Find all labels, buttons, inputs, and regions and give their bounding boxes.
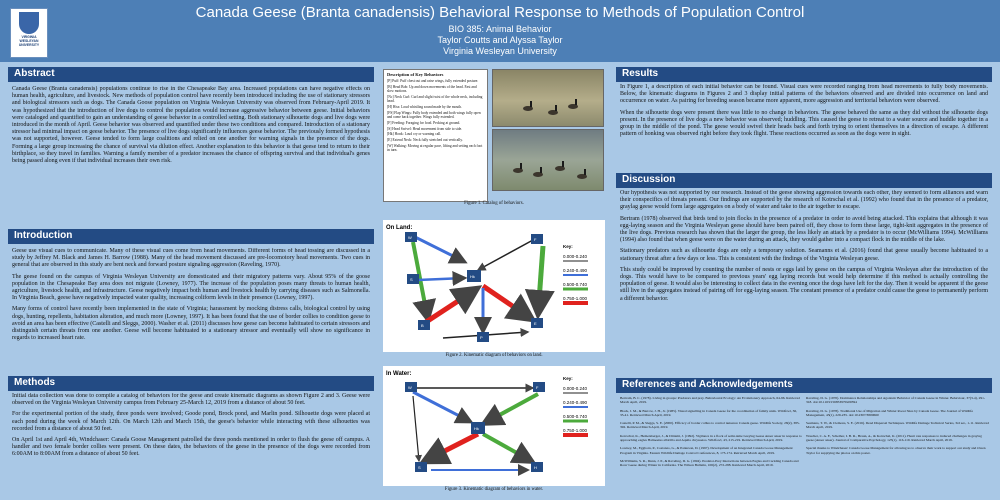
results-text (620, 84, 988, 174)
methods-paragraph-1: Initial data collection was done to compile a catalog of behaviors for the geese and create kinematic diagrams as shown Figure 2 and 3. Geese were observed on the Virginia Wesleyan University campus from February 25-March 12, 2019 from a distance of about 50 feet. (12, 393, 370, 407)
transition-arrow (483, 394, 538, 424)
diagram-key (563, 376, 588, 435)
land-label: On Land: (386, 225, 413, 231)
discussion-text (620, 190, 988, 380)
transition-arrow (538, 246, 543, 315)
node-e (531, 318, 543, 328)
behavior-item: [Nc] Neck Curl: Curl and slight twist of the whole neck, including head. (387, 94, 483, 104)
introduction-text (12, 248, 370, 372)
authors-label: Taylor Coutts and Alyssa Taylor (437, 35, 563, 45)
key-item: 0.000-0.240 (563, 254, 588, 259)
logo-text-3: UNIVERSITY (18, 43, 40, 48)
abstract-text (12, 86, 370, 220)
node-s (407, 274, 419, 284)
goose-shape (577, 174, 587, 179)
behavior-item: [E] Extend Neck: Neck fully stretched out vertically. (387, 138, 463, 143)
discussion-paragraph-4: This study could be improved by counting the number of nests or eggs laid by geese on the campus of Virginia Wesleyan after the introduction of the dogs. This would have to be compared to previous years' egg laying records but would help determine if this method is actually controlling the population of geese. It would also be interesting to collect data in the evening once the dogs have left for the day. Then it would be apparent if the geese still live in the aggregates instead of pairing off for egg-laying season. The constant presence of a predator could cause the geese to permanently perform a different behavior. (620, 266, 988, 302)
reference-item: McWilliams, S. R., Dunn, J. P., & Raveling, D. G. (1994). Predator-Prey Interactions between Eagles and Cackling Canada and Ross' Geese during Winter in California. The Wilson Bulletin, 106(2), 272-288. Retrieved March April, 2019. (620, 458, 799, 468)
node-label: Hk (474, 426, 479, 431)
node-label: P (480, 335, 483, 340)
transition-arrow (483, 434, 533, 462)
poster-header (0, 0, 1000, 62)
reference-item: Wascher, C. A. F., Scheiber, I. B. R., Braun, A., & Kotrschal, K. (2011). Heart rate responses to induced challenges in graylag geese (Anser anser). Journal of Comparative Psychology, 125(1), 116-119. Retrieved March April, 2019. (806, 433, 982, 443)
behavior-item: [Hk] Honk: Loud cry or warning call. (387, 132, 442, 137)
transition-arrow (478, 240, 533, 270)
key-label: Key: (563, 244, 573, 249)
geese-photo-1 (492, 69, 604, 127)
goose-shape (513, 168, 523, 173)
behavior-nodes (405, 232, 543, 342)
poster-title: Canada Geese (Branta canadensis) Behavioral Response to Methods of Population Control (195, 4, 805, 21)
acknowledgement-text: Special thanks to Windchaser: Canada Goose Management for allowing us to observe their work to support our study and Owen Taylor for supplying the photos on this poster. (806, 446, 986, 455)
water-label: In Water: (386, 371, 412, 377)
methods-paragraph-2: For the experimental portion of the study, three ponds were involved; Goode pond, Brock pond, and Marlin pond. Silhouette dogs were placed at each pond during the week of March 12th. On March 12th and March 15th, the geese's behavior while interacting with these silhouettes was recorded from a distance of about 50 feet. (12, 411, 370, 432)
introduction-heading: Introduction (8, 229, 374, 244)
node-label: B (421, 323, 424, 328)
results-paragraph-2: When the silhouette dogs were present there was little to no change in behaviors. The geese behaved the same as they did without the silhouette dogs present. In the presence of live dogs a new behavior was observed; huddling. This caused the geese to retreat to a water source and huddle together in a group in the middle of the pond. The geese would swivel their heads back and forth trying to orient themselves in a direction of escape. A different pattern of honking was observed right before they took flight. These reactions occurred as soon as the dogs were in sight. (620, 109, 988, 138)
geese-photo-2 (492, 129, 604, 191)
diagram-key (563, 244, 588, 303)
key-item: 0.500-0.740 (563, 414, 588, 419)
behavior-item: [S] Head Swivel: Head movement from side to side. (387, 126, 463, 131)
key-item: 0.240-0.490 (563, 268, 588, 273)
discussion-heading: Discussion (616, 173, 992, 188)
figure-2-caption: Figure 2. Kinematic diagram of behaviors on land. (445, 353, 543, 358)
reference-item: Kotrschal, K., Hemetsberger, J., & Dittami, J. (1992). Vigilance in a flock of semi-tame Greylag Geese Anser anser in response to approaching eagles Haliaeetus albicilla and Aquila chrysaetos. Wildfowl, 43, 215-219. Retrieved March April, 2019. (620, 433, 802, 443)
goose-shape (533, 172, 543, 177)
transition-arrow (413, 236, 465, 262)
discussion-paragraph-3: Stationary predators such as silhouette dogs are only a temporary solution. Seamanns et al. (2016) found that geese usually become habituated to a stationary threat after a few days or less. This is consistent with the findings of the Virginia Wesleyan geese. (620, 248, 988, 262)
figure-3-caption: Figure 3. Kinematic diagram of behaviors in water. (444, 487, 544, 492)
shield-icon (19, 12, 39, 34)
abstract-heading: Abstract (8, 67, 374, 82)
transition-arrow (423, 288, 478, 324)
node-label: E (534, 321, 537, 326)
node-p (477, 332, 489, 342)
key-item: 0.240-0.490 (563, 400, 588, 405)
key-item: 0.750-1.000 (563, 296, 588, 301)
references-column-2 (806, 396, 990, 494)
node-s (415, 462, 427, 472)
methods-heading: Methods (8, 376, 374, 391)
node-label: W (408, 385, 412, 390)
goose-shape (555, 166, 565, 171)
node-label: F (534, 237, 537, 242)
key-label: Key: (563, 376, 573, 381)
behavior-item: [H] Hiss: Loud whistling sound made by the mouth. (387, 104, 462, 109)
node-h (531, 462, 543, 472)
transition-arrow (418, 278, 465, 280)
transition-arrow (413, 392, 471, 422)
reference-item: Bertram, B. C. (1978). Living in groups: Predators and prey. Behavioural Ecology: An Evolutionary Approach, 64-96. Retrieved March April, 2019. (620, 396, 800, 405)
key-item: 0.750-1.000 (563, 428, 588, 433)
kinematic-diagram-land (383, 220, 605, 352)
node-label: W (408, 235, 412, 240)
node-label: S (418, 465, 421, 470)
logo-text-1: VIRGINIA (21, 35, 37, 39)
goose-shape (568, 104, 578, 109)
results-paragraph-1: In Figure 1, a description of each initial behavior can be found. Visual cues were recorded ranging from head movements to fully body movements. Below, the kinematic diagrams in Figures 2 and 3 display initial patterns of the behaviors observed and are divided into occurrence on land and occurrence on water. As pairing for breeding season became more apparent, more aggression and territorial behaviors were observed. (620, 84, 988, 105)
logo-text-2: WESLEYAN (19, 39, 39, 44)
behaviors-catalog (383, 69, 488, 202)
goose-shape (523, 106, 533, 111)
transition-arrow (423, 434, 478, 462)
results-heading: Results (616, 67, 992, 82)
abstract-paragraph: Canada Geese (Branta canadensis) populations continue to rise in the Chesapeake Bay area. Increased populations can have negative effects on human health, agriculture, and livestock. New methods of population control have recently been introduced including the use of stationary stressors and biological stressors such as dogs. The Canada Goose population on Virginia Wesleyan University was observed from February-April 2019. It was hypothesized that the introduction of live dogs to control the population would increase aggressive behavior between geese. Initial behaviors were cataloged and quantified to gain an understanding of geese behavior in a controlled setting. Both stationary silhouette dogs and live dogs were introduced in the month of April. Geese behavior was observed and quantified under these two conditions and compared. Introduction of a stationary stressor had minimal impact on geese behavior. The presence of live dogs significantly influences geese behavior. The previously formed hypothesis was not supported, however. Geese tended to form large coalitions and relied on one another for warning signals in the presence of the dogs. Forming a large group increasing the chance of survival via dilution effect. Another explanation to this behavior is that geese tend to return to their birthplace, so they travel in families. Warning a family member of a predator increases the chance of offspring survival and that individual's genes being passed along even if that individual increases their own risk. (12, 86, 370, 165)
node-label: F (536, 385, 539, 390)
transition-arrow (483, 286, 533, 320)
key-item: 0.000-0.240 (563, 386, 588, 391)
university-logo (10, 8, 48, 58)
reference-item: Black, J. M., & Barrow, J. H., Jr. (1985). Visual signalling in Canada Geese for the coordination of family units. Wildfowl, 36, 35-41. Retrieved March April, 2019. (620, 408, 797, 417)
discussion-paragraph-2: Bertram (1978) observed that birds tend to join flocks in the presence of a predator in order to avoid being attacked. This explains that although it was egg-laying season and the Virginia Wesleyan geese should have been paired off, they chose to form these large, tight-knit aggregates in the presence of the live dogs. Previous research has shown that the larger the group, the less likely an attack by a predator is to occur (McWilliams 1994). McWilliams (1994) also found that when geese were on the water during an attack, they would gather into a compact flock in the middle of the lake. (620, 215, 988, 244)
references-heading: References and Acknowledgements (616, 378, 992, 393)
university-label: Virginia Wesleyan University (443, 46, 557, 56)
node-label: S (410, 277, 413, 282)
figure-1-caption: Figure 1. Catalog of behaviors. (464, 201, 524, 206)
intro-paragraph-3: Many forms of control have recently been implemented in the state of Virginia; harassment by mocking distress calls, biological control by using dogs, hunting, repellents, habitation alteration, and much more (Lowney, 1997). It has been found that the use of border collies to condition geese to avoid an area has been effective (Castelli and Sleggs, 2000). Washer et al. (2011) discusses how geese can become habituated to certain stressors and distinguish certain threats from one another. Geese will become habituated to a stationary stressor and eventually will show no significance in regards to increased heart rate. (12, 306, 370, 342)
behaviors-heading: Description of Key Behaviors (387, 72, 444, 77)
reference-item: Seamans, T. W., & Clemons, S. E. (2016). Dead Dispersal Techniques. Wildlife Damage Technical Series, 3rd ser., 1-11. Retrieved March April, 2019. (806, 421, 989, 430)
course-label: BIO 385: Animal Behavior (448, 24, 552, 34)
node-b (418, 320, 430, 330)
discussion-paragraph-1: Our hypothesis was not supported by our research. Instead of the geese showing aggression towards each other, they seemed to form alliances and warn their conspecifics of threats present. Our findings are supported by the research of Kotrschal et al. (1992) who found that in the presence of a predator, graylag geese would form large aggregates on a body of water and take to the air together to escape. (620, 190, 988, 211)
intro-paragraph-2: The geese found on the campus of Virginia Wesleyan University are domesticated and their migratory patterns vary. About 95% of the goose population in the Chesapeake Bay area does not migrate (Lowney, 1977). The increase of the population poses many threats to human health, agriculture, livestock health, and infrastructure. Geese negatively impact both human and livestock health by carrying diseases such as Salmonella. In Virginia Beach, geese have negatively impacted water quality, increasing coliform levels in their presence (Lowney, 1997). (12, 273, 370, 302)
methods-paragraph-3: On April 1st and April 4th, Windchaser: Canada Goose Management patrolled the three ponds mentioned in order to flush the geese off campus. A handler and two female border collies were present. On these dates, the behaviors of the geese in the presence of the dogs were recorded from 6:00AM to 8:00AM from a distance of about 50 feet. (12, 437, 370, 458)
node-f (533, 382, 545, 392)
key-item: 0.500-0.740 (563, 282, 588, 287)
references-column-1 (620, 396, 802, 494)
kinematic-diagram-water (383, 366, 605, 486)
reference-item: Raveling, D. G. (1978). Traditional Use of Migration and Winter Roost Sites by Canada Geese. The Journal of Wildlife Management, 43(1), 229-235. doi:10.2307/3800660 (806, 408, 974, 417)
reference-item: Raveling, D. G. (1970). Dominance Relationships and Agonistic Behavior of Canada Geese in Winter. Behaviour, 37(3-4), 291-318. doi:10.1163/156853970x00394 (806, 396, 985, 405)
behavior-item: [F] Feeding: Foraging for food. Pecking at ground. (387, 120, 461, 125)
behavior-item: [W] Walking: Moving at regular pace, lifting and setting each foot in turn. (387, 144, 483, 153)
goose-shape (548, 110, 558, 115)
behavior-item: [P] Puff: Puff chest out and raise wings, fully extended posture. (387, 79, 479, 83)
node-f (531, 234, 543, 244)
behavior-item: [B] Head Bob: Up and down movements of the head. Fast and slow motions. (387, 84, 477, 94)
node-label: Hk (470, 274, 475, 279)
behavior-item: [FS] Flap Wings: Fully body extended and both wings fully open and come back together. Wings fully extended. (387, 110, 481, 120)
methods-text (12, 393, 370, 493)
node-label: H (534, 465, 537, 470)
reference-item: Castelli, P. M., & Sleggs, S. E. (2000). Efficacy of border collies to control nuisance Canada geese. Wildlife Society, 28(2), 385-392. Retrieved March April, 2019. (620, 421, 800, 430)
intro-paragraph-1: Geese use visual cues to communicate. Many of these visual cues come from head movements. Different forms of head tossing are discussed in a study by Jeffrey M. Black and James H. Barrow (1988). Many of the head movement discussed are pre-locomotory head movements. Two cues in general that are observed in this study are bent neck and forward posture signaling aggression (Raveling, 1970). (12, 248, 370, 269)
transition-arrow (413, 396, 419, 461)
reference-item: Lowney, M., Eggborn, P., Costanzo, G., & Patterson, D. (1997). Development of an Integrated Canada Goose Management Program in Virginia. Eastern Wildlife Damage Control Conferences, 8, 173-174. Retrieved March April, 2019. (620, 446, 793, 455)
